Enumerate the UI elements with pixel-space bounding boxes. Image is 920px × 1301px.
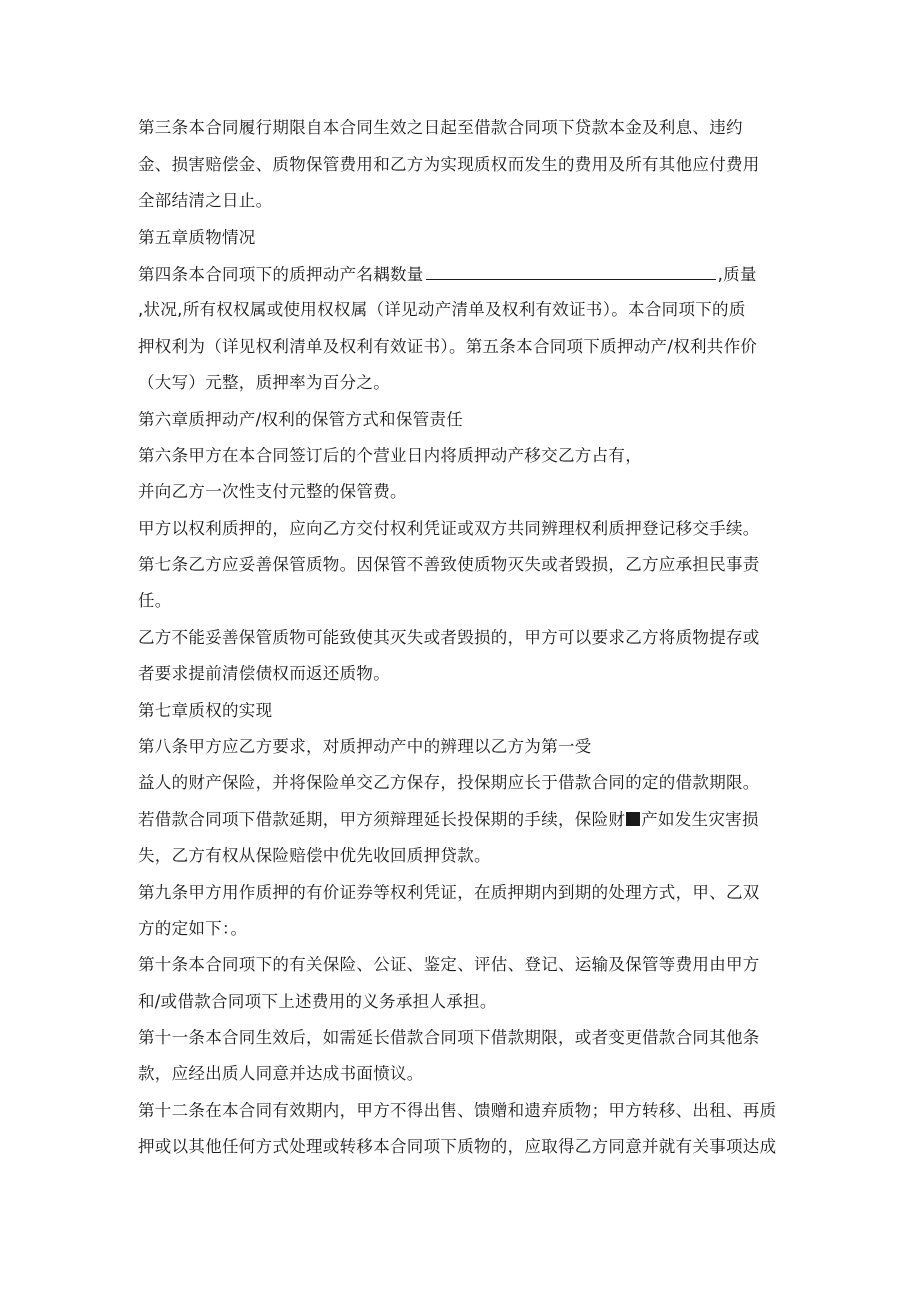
text-line-20 bbox=[138, 809, 759, 831]
text-line-10: 第六条甲方在本合同签订后的个营业日内将质押动产移交乙方占有， bbox=[138, 446, 642, 465]
redaction-box bbox=[626, 812, 640, 826]
text-segment: 若借款合同项下借款延期，甲方须辩理延长投保期的手续，保险财 bbox=[138, 810, 626, 829]
chapter-6-heading: 第六章质押动产/权利的保管方式和保管责任 bbox=[138, 410, 464, 429]
chapter-7-heading: 第七章质权的实现 bbox=[138, 701, 273, 720]
text-line-7: 押权利为（详见权利清单及权利有效证书）。第五条本合同项下质押动产/权利共作价 bbox=[138, 337, 758, 356]
chapter-5-heading: 第五章质物情况 bbox=[138, 228, 256, 247]
text-segment: ,质量 bbox=[717, 265, 757, 284]
text-line-26: 第十一条本合同生效后，如需延长借款合同项下借款期限，或者变更借款合同其他条 bbox=[138, 1028, 760, 1047]
text-segment: 产如发生灾害损 bbox=[641, 810, 759, 829]
text-line-19: 益人的财产保险，并将保险单交乙方保存，投保期应长于借款合同的定的借款期限。 bbox=[138, 773, 760, 792]
text-line-28: 第十二条在本合同有效期内，甲方不得出售、馈赠和遗弃质物；甲方转移、出租、再质 bbox=[138, 1101, 777, 1120]
text-line-5 bbox=[138, 263, 757, 286]
text-line-12: 甲方以权利质押的，应向乙方交付权利凭证或双方共同辨理权利质押登记移交手续。 bbox=[138, 519, 760, 538]
text-line-22: 第九条甲方用作质押的有价证券等权利凭证，在质押期内到期的处理方式，甲、乙双 bbox=[138, 883, 760, 902]
text-segment: 第四条本合同项下的质押动产名耦数量 bbox=[138, 265, 424, 284]
text-line-25: 和/或借款合同项下上述费用的义务承担人承担。 bbox=[138, 992, 497, 1011]
text-line-29: 押或以其他任何方式处理或转移本合同项下质物的，应取得乙方同意并就有关事项达成 bbox=[138, 1137, 777, 1156]
text-line-3: 全部结清之日止。 bbox=[138, 191, 273, 210]
text-line-11: 并向乙方一次性支付元整的保管费。 bbox=[138, 482, 407, 501]
text-line-21: 失，乙方有权从保险赔偿中优先收回质押贷款。 bbox=[138, 846, 491, 865]
text-line-13: 第七条乙方应妥善保管质物。因保管不善致使质物灭失或者毁损，乙方应承担民事责 bbox=[138, 555, 760, 574]
text-line-1: 第三条本合同履行期限自本合同生效之日起至借款合同项下贷款本金及利息、违约 bbox=[138, 118, 743, 137]
text-line-8: （大写）元整，质押率为百分之。 bbox=[138, 373, 390, 392]
text-line-23: 方的定如下：。 bbox=[138, 919, 248, 938]
fill-in-blank bbox=[426, 263, 716, 280]
text-line-24: 第十条本合同项下的有关保险、公证、鉴定、评估、登记、运输及保管等费用由甲方 bbox=[138, 955, 760, 974]
text-line-15: 乙方不能妥善保管质物可能致使其灭失或者毁损的，甲方可以要求乙方将质物提存或 bbox=[138, 628, 760, 647]
text-line-2: 金、损害赔偿金、质物保管费用和乙方为实现质权而发生的费用及所有其他应付费用 bbox=[138, 155, 760, 174]
text-line-6: ,状况,所有权权属或使用权权属（详见动产清单及权利有效证书）。本合同项下的质 bbox=[138, 300, 746, 319]
text-line-16: 者要求提前清偿债权而返还质物。 bbox=[138, 664, 390, 683]
text-line-27: 款，应经出质人同意并达成书面愤议。 bbox=[138, 1064, 424, 1083]
text-line-18: 第八条甲方应乙方要求，对质押动产中的辨理以乙方为第一受 bbox=[138, 737, 592, 756]
text-line-14: 任。 bbox=[138, 591, 172, 610]
